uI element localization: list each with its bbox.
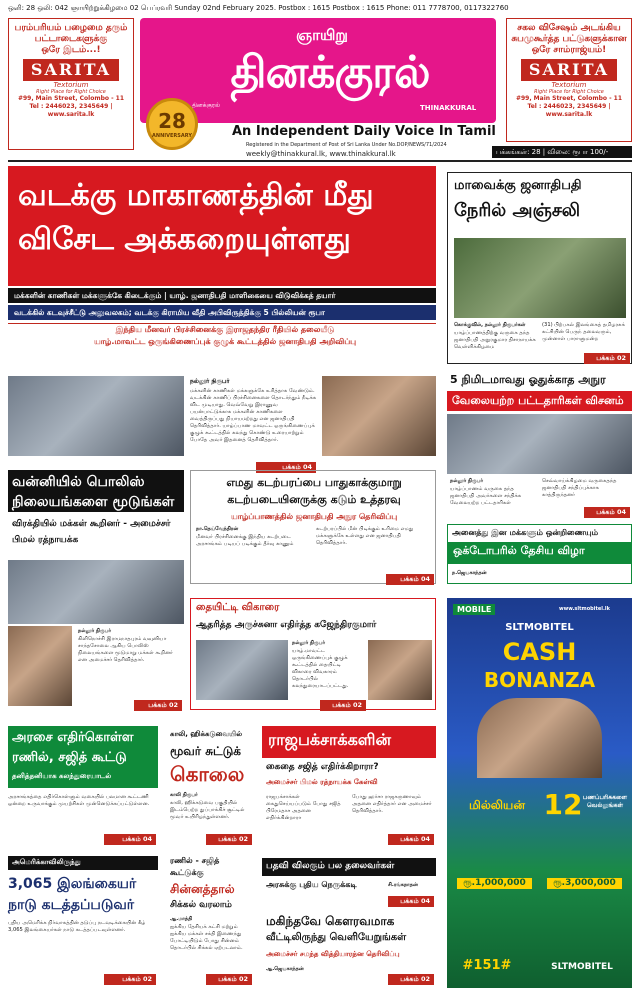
murder-byline: காலி நிருபர் xyxy=(170,792,198,798)
ad-code: #151# xyxy=(462,958,512,973)
graduates-body-left: யாழ்ப்பாணம் வருகை தந்த ஜனாதிபதி அவர்களை சந்திக்க வேலையற்ற பட்டதாரிகள் xyxy=(450,486,522,506)
ad-brand-top: MOBILE xyxy=(453,604,495,615)
mahinda-headline-2[interactable]: வீட்டிலிருந்து வெளியேறுங்கள் xyxy=(266,932,407,943)
ad-logo-bottom: SLTMOBITEL xyxy=(551,962,613,972)
web-line[interactable]: weekly@thinakkural.lk, www.thinakkural.lk xyxy=(246,150,396,158)
sea-body-right: கடற்பரப்பில் மீன் பிடிக்கும் உரிமை எமது மக்களுக்கே உள்ளது என ஜனாதிபதி தெரிவித்தார். xyxy=(316,526,414,546)
police-photo xyxy=(8,560,184,624)
murder-headline-2[interactable]: கொலை xyxy=(170,762,245,786)
rajapaksa-sub: அமைச்சர் பிமல் ரத்நாயக்க கேள்வி xyxy=(266,778,378,786)
seal-number: 28 xyxy=(158,109,186,133)
police-byline: நல்லூர் நிருபர் xyxy=(78,628,111,634)
tagline: An Independent Daily Voice In Tamil xyxy=(232,124,496,139)
rajapaksa-headline-1[interactable]: ராஜபக்சாக்களின் xyxy=(268,730,391,749)
anniversary-seal-icon xyxy=(146,98,198,150)
ad-prize-1: ரூ.1,000,000 xyxy=(457,878,532,889)
graduates-continue[interactable]: பக்கம் 04 xyxy=(584,507,630,518)
graduates-body-right: செவ்வாய்க்கிழமை வருகைதந்த ஜனாதிபதி சந்திப்புக்காக காத்திருந்தனர் xyxy=(542,478,617,498)
festival-line-1[interactable]: அனைத்து இன மக்களும் ஒன்றிணையும் xyxy=(452,528,599,537)
lead-body: மக்களின் காணிகள் மக்களுக்கே உரித்தாக வேண்டும். வடக்கின் காணிப் பிரச்சினைகளை தொடர்ந்தும் நீடிக்க விட முடியாது. வெவ்வேறு இராணுவ பயன்பாட்டுக்காக மக்களின் காணிகளை வைத்திருப்பது நியாயமற்றது என ஜனாதிபதி தெரிவித்தார். யாழ்ப்பாண மாவட்ட ஒருங்கிணைப்புக் குழுக் கூட்டத்தில் கலந்து கொண்டு உரையாற்றும் போதே அவர் இதனைத் தெரிவித்தார். xyxy=(190,388,317,443)
rajapaksa-headline-2[interactable]: கைதை சஜித் எதிர்க்கிறாரா? xyxy=(266,762,379,772)
president-photo xyxy=(322,376,436,456)
police-headline[interactable]: வன்னியில் பொலிஸ் நிலையங்களை மூடுங்கள் xyxy=(12,474,175,510)
leaders-headline-1[interactable]: பதவி விலகும் பல தலைவர்கள் xyxy=(266,861,395,871)
ranil-headline-1[interactable]: ரணில் - சஜித் xyxy=(170,856,220,865)
ad-line: சுபமுகூர்த்த பட்டுகளுக்கான xyxy=(511,34,627,44)
mavai-headline-2[interactable]: நேரில் அஞ்சலி xyxy=(454,200,581,221)
mavai-body-left: யாழ்ப்பாணத்திற்கு வருகை தந்த ஜனாதிபதி அநுரகுமார திசாநாயக்க வெள்ளிக்கிழமை xyxy=(454,330,536,350)
mahinda-headline-1[interactable]: மகிந்தவே கௌரவமாக xyxy=(266,914,395,928)
deport-headline[interactable]: 3,065 இலங்கையர் நாடு கடத்தப்படுவர் xyxy=(8,876,137,913)
ad-sub-2: பணப்பரிசுகளை வெல்லுங்கள் xyxy=(582,794,628,809)
ranil-headline-4[interactable]: சிக்கல் வரலாம் xyxy=(170,900,232,910)
mavai-continue[interactable]: பக்கம் 02 xyxy=(584,353,630,364)
ad-address: #99, Main Street, Colombo - 11 xyxy=(515,95,623,102)
ad-prize-2: ரூ.3,000,000 xyxy=(547,878,622,889)
sea-continue[interactable]: பக்கம் 04 xyxy=(386,574,434,585)
sarita-logo: SARITA xyxy=(521,59,617,81)
festival-line-2[interactable]: ஒக்டோபரில் தேசிய விழா xyxy=(447,542,632,564)
ad-sub: Textorium xyxy=(53,81,89,89)
ad-line: பட்டாடைகளுக்கு xyxy=(34,34,108,44)
sea-byline: நா.தெய்வேந்திரன் xyxy=(196,526,239,532)
ad-sub: Textorium xyxy=(551,81,587,89)
sltmobitel-ad[interactable] xyxy=(447,598,632,988)
sarita-ad-right[interactable] xyxy=(506,18,632,142)
mahinda-byline: ஆ.ஜெயகாந்தன் xyxy=(266,966,304,972)
ad-line: பரம்பரியம் பழைமை தரும் xyxy=(14,23,128,33)
ranil-headline-3[interactable]: சின்னத்தால் xyxy=(170,882,235,896)
lead-byline: நல்லூர் நிருபர் xyxy=(190,378,230,385)
lead-sub-1: இந்திய மீனவர் பிரச்சினைக்கு இராஜதந்திர ரீதியில் தலையீடு xyxy=(8,323,436,335)
ranil-headline-2[interactable]: கூட்டுக்கு xyxy=(170,868,204,877)
lead-continue[interactable]: பக்கம் 04 xyxy=(256,462,316,473)
ad-phone: Tel : 2446023, 2345649 | www.sarita.lk xyxy=(527,103,611,118)
opposition-headline-1[interactable]: அரசை எதிர்கொள்ள xyxy=(12,730,134,745)
ad-logo: SLTMOBITEL xyxy=(505,622,574,633)
vihara-photo-right xyxy=(368,640,432,700)
murder-headline-1[interactable]: மூவர் சுட்டுக் xyxy=(170,744,241,758)
festival-byline: ந.ஜெயகாந்தன் xyxy=(452,570,487,576)
graduates-headline-1[interactable]: 5 நிமிடமாவது ஓதுக்காத அநுர xyxy=(450,373,606,386)
vihara-headline-2[interactable]: ஆதரித்த அருச்சுனா எதிர்த்த கஜேந்திரகுமார் xyxy=(196,620,377,630)
masthead-english: THINAKKURAL xyxy=(420,104,477,112)
rajapaksa-body-left: ராஜபக்சாக்கள் கைதுசெய்யப்படும் போது சஜித் பிரேமதாச அதனை எதிர்க்கின்றாரா xyxy=(266,794,341,821)
divider xyxy=(8,160,632,162)
vihara-headline-1[interactable]: தையிட்டி விகாரை xyxy=(196,602,280,613)
lead-sub-2: யாழ்.மாவட்ட ஒருங்கிணைப்புக் குழுக் கூட்டத்தில் ஜனாதிபதி அறிவிப்பு xyxy=(8,336,436,348)
masthead-title[interactable]: தினக்குரல் xyxy=(230,47,430,98)
mahinda-sub: அமைச்சர் சமந்த வித்தியாரத்ன தெரிவிப்பு xyxy=(266,950,400,958)
mavai-photo xyxy=(454,238,626,318)
mavai-body-right: (31) பிற்பகல் இலங்கைத் தமிழரசுக் கட்சியின் பெருந் தலைவரும், முன்னாள் பாராளுமன்ற xyxy=(542,322,625,342)
police-sub: விரக்தியில் மக்கள் கூறினர் - அமைச்சர் பிமல் ரத்நாயக்க xyxy=(12,519,171,545)
sea-body-left: மீனவர் பிரச்சினைக்கு இந்திய கடற்படை அரசாங்கம் படியப் படிக்கும் தீர்வு காணும் xyxy=(196,534,294,547)
mahinda-continue[interactable]: பக்கம் 02 xyxy=(388,974,434,985)
police-body: கிளிநொச்சி இராமநாதபுரம் வவுனியா சாந்தசோலை ஆகிய பொலிஸ் நிலையங்களை மூடுமாறு மக்கள் கூறினர் என அமைச்சர் தெரிவித்தார். xyxy=(78,636,173,663)
ad-title-2: BONANZA xyxy=(483,668,596,692)
pages-price-bar: பக்கங்கள்: 28 | விலை: ரூபா 100/- xyxy=(492,146,632,158)
ranil-body: ஐக்கிய தேசியக் கட்சி மற்றும் ஐக்கிய மக்கள் சக்தி இணைந்து போட்டியிடும் போது சின்னம் தொடர்பில் சிக்கல் ஏற்படலாம். xyxy=(170,924,243,951)
registration-line: Registered in the Department of Post of Sri Lanka Under No.DOP/NEWS/71/2024 xyxy=(246,142,447,148)
murder-kicker: காலி, ஹிக்கடுவையில் xyxy=(170,730,243,738)
lead-headline[interactable]: வடக்கு மாகாணத்தின் மீது விசேட அக்கறையுள்ளது xyxy=(8,166,436,286)
ranil-byline: ஆ.மாத்தி xyxy=(170,916,193,922)
sarita-logo: SARITA xyxy=(23,59,119,81)
lead-photo xyxy=(8,376,184,456)
ad-line: ஒரே இடம்...! xyxy=(41,45,101,55)
lead-bar-1: மக்களின் காணிகள் மக்களுக்கே கிடைக்கும் | யாழ். ஜனாதிபதி மாளிகையை விடுவிக்கத் தயார் xyxy=(8,288,436,303)
leaders-headline-2[interactable]: அரசுக்கு புதிய நெருக்கடி xyxy=(266,880,357,889)
deport-continue[interactable]: பக்கம் 02 xyxy=(104,974,156,985)
ad-model-photo xyxy=(477,698,602,778)
graduates-headline-2[interactable]: வேலையற்ற பட்டதாரிகள் விசனம் xyxy=(452,394,624,407)
graduates-byline: நல்லூர் நிருபர் xyxy=(450,478,483,484)
ad-tagline: Right Place for Right Choice xyxy=(36,89,106,95)
masthead-subtitle: ஞாயிறு xyxy=(296,26,348,44)
lead-bar-2: வடக்கில் கடவுச்சீட்டு அலுவலகம்; வடக்கு கிராமிய வீதி அபிவிருத்திக்கு 5 பில்லியன் ரூபா xyxy=(8,305,436,320)
deport-body: புதிய அமெரிக்க நிர்வாகத்தின் தடுப்பு நடவடிக்கையின் கீழ் 3,065 இலங்கையர்கள் நாடு கடத்தப்படவுள்ளனர். xyxy=(8,920,146,933)
opposition-body: அரசாங்கத்தை எதிர்கொள்ளும் வகையில் பலமான கூட்டணி ஒன்றை உருவாக்கும் முயற்சிகள் முன்னெடுக்கப்பட்டுள்ளன. xyxy=(8,794,150,807)
vihara-byline: நல்லூர் நிருபர் xyxy=(292,640,325,646)
sea-headline[interactable]: எமது கடற்பரப்பை பாதுகாக்குமாறு கடற்படையினருக்கு கடும் உத்தரவு xyxy=(226,476,402,506)
vihara-body: யாழ்.மாவட்ட ஒருங்கிணைப்புக் குழுக் கூட்டத்தில் தையிட்டி விகாரை விவகாரம் தொடர்பில் கலந்துரையாடப்பட்டது. xyxy=(292,648,349,689)
opposition-headline-2[interactable]: ரணில், சஜித் கூட்டு xyxy=(12,750,127,765)
deport-kicker: அமெரிக்காவிலிருந்து xyxy=(12,858,81,866)
seal-text: ANNIVERSARY xyxy=(152,133,192,139)
graduates-photo xyxy=(447,414,632,474)
police-continue[interactable]: பக்கம் 02 xyxy=(134,700,182,711)
ranil-continue[interactable]: பக்கம் 02 xyxy=(206,974,252,985)
murder-body: காலி, ஹிக்கடுவை பகுதியில் இடம்பெற்ற துப்பாக்கிச் சூட்டில் மூவர் உயிரிழந்துள்ளனர். xyxy=(170,800,245,820)
opposition-sub: தனித்தனியாக கலந்துரையாடல் xyxy=(12,772,112,780)
ad-line: சகல விசேஷம் அடங்கிய xyxy=(517,23,621,33)
mavai-headline-1[interactable]: மாவைக்கு ஜனாதிபதி xyxy=(454,178,582,193)
sarita-ad-left[interactable] xyxy=(8,18,134,150)
ad-number: 12 xyxy=(543,788,583,821)
rajapaksa-continue[interactable]: பக்கம் 04 xyxy=(388,834,434,845)
leaders-byline: சி.ரங்கநாதன் xyxy=(388,882,418,888)
masthead-small: தினக்குரல் xyxy=(192,102,220,109)
minister-photo xyxy=(8,626,72,706)
ad-phone: Tel : 2446023, 2345649 | www.sarita.lk xyxy=(29,103,113,118)
mavai-byline: கொக்குவில், நல்லூர் நிருபர்கள் xyxy=(454,322,526,328)
ad-address: #99, Main Street, Colombo - 11 xyxy=(17,95,125,102)
issue-info-bar: ஒளி: 28 ஒலி: 042 ஞாயிற்றுக்கிழமை 02 பெப்ரவரி Sunday 02nd February 2025. Postbox : 1615 Postbox : 1615 Phone: 011 7778700, 0117322760 xyxy=(0,0,640,16)
ad-line: ஒரே சாம்ராஜ்யம்! xyxy=(531,45,607,55)
ad-sub: மில்லியன் xyxy=(469,798,525,812)
vihara-photo-left xyxy=(196,640,288,700)
opposition-continue[interactable]: பக்கம் 04 xyxy=(104,834,156,845)
leaders-continue[interactable]: பக்கம் 04 xyxy=(388,896,434,907)
rajapaksa-body-right: போது ஹர்சா ராஜகருணாவும் அதனை எதிர்த்தார் என அமைச்சர் தெரிவித்தார். xyxy=(352,794,432,814)
vihara-continue[interactable]: பக்கம் 02 xyxy=(320,700,366,711)
sea-sub: யாழ்ப்பாணத்தில் ஜனாதிபதி அநுர தெரிவிப்பு xyxy=(230,512,398,521)
murder-continue[interactable]: பக்கம் 02 xyxy=(206,834,252,845)
ad-site: www.sltmobitel.lk xyxy=(559,606,610,612)
ad-title-1: CASH xyxy=(502,638,577,666)
ad-tagline: Right Place for Right Choice xyxy=(534,89,604,95)
